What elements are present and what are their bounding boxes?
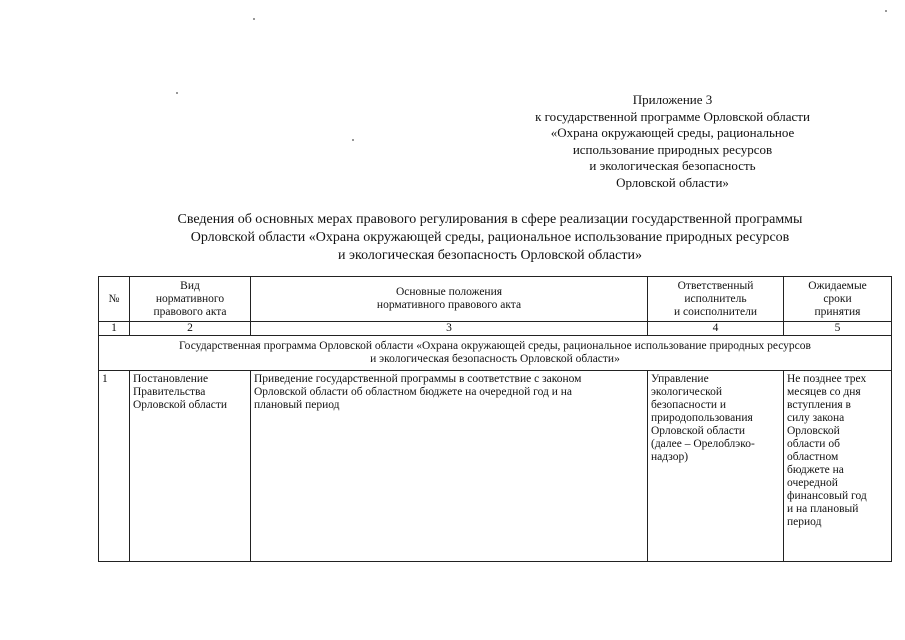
- appendix-line: Приложение 3: [632, 92, 713, 107]
- measures-table: [98, 276, 892, 562]
- row-num: 1: [99, 371, 130, 562]
- header-line: исполнитель: [684, 292, 747, 305]
- appendix-line: Орловской области»: [616, 174, 729, 190]
- header-line: Основные положения: [395, 286, 503, 298]
- appendix-line: «Охрана окружающей среды, рациональное: [550, 125, 795, 140]
- row-provisions: [251, 371, 648, 562]
- row-deadline: [784, 371, 892, 562]
- cell-line: надзор): [651, 451, 689, 463]
- scan-speck: [176, 92, 178, 94]
- cell-line: период: [787, 516, 822, 528]
- header-line: принятия: [814, 305, 861, 318]
- row-executor: [648, 371, 784, 562]
- cell-line: Орловской: [787, 425, 840, 437]
- cell-line: плановый период: [254, 399, 340, 411]
- cell-line: областном: [787, 451, 839, 463]
- appendix-line: и экологическая безопасность: [589, 158, 756, 173]
- cell-line: безопасности и: [651, 399, 727, 411]
- document-title: [110, 211, 870, 265]
- table-header-row: [99, 277, 892, 322]
- header-provisions: [251, 277, 648, 322]
- cell-line: силу закона: [787, 412, 845, 424]
- section-line: Государственная программа Орловской области «Охрана окружающей среды, рациональное использование природных ресурсов: [179, 340, 811, 352]
- column-number: 1: [99, 322, 130, 336]
- column-number: 4: [648, 322, 784, 336]
- column-number: 2: [130, 322, 251, 336]
- section-title: [99, 336, 892, 371]
- cell-line: финансовый год: [787, 490, 867, 502]
- section-line: и экологическая безопасность Орловской области»: [370, 353, 620, 365]
- section-row: [99, 336, 892, 371]
- row-act-type: [130, 371, 251, 562]
- appendix-heading: [500, 92, 845, 191]
- scan-speck: [885, 10, 887, 12]
- column-number: 3: [251, 322, 648, 336]
- title-line: и экологическая безопасность Орловской области»: [338, 248, 642, 263]
- cell-line: Орловской области об областном бюджете на очередной год и на: [254, 386, 572, 398]
- cell-line: (далее – Орелоблэко-: [651, 438, 755, 450]
- header-deadline: [784, 277, 892, 322]
- header-line: нормативного правового акта: [376, 299, 522, 311]
- title-line: Сведения об основных мерах правового регулирования в сфере реализации государственной программы: [177, 212, 803, 227]
- header-num: №: [99, 277, 130, 322]
- cell-line: области об: [787, 438, 840, 450]
- table-row: [99, 371, 892, 562]
- cell-line: Орловской области: [651, 425, 746, 437]
- cell-line: Управление: [651, 373, 709, 385]
- cell-line: очередной: [787, 477, 838, 489]
- cell-line: месяцев со дня: [787, 386, 861, 398]
- cell-line: природопользования: [651, 412, 753, 424]
- column-number-row: [99, 322, 892, 336]
- cell-line: вступления в: [787, 399, 851, 411]
- header-executor: [648, 277, 784, 322]
- header-line: Ожидаемые: [808, 279, 867, 292]
- scan-speck: [253, 18, 255, 20]
- cell-line: и на плановый: [787, 503, 859, 515]
- cell-line: Не позднее трех: [787, 373, 867, 385]
- cell-line: бюджете на: [787, 464, 844, 476]
- title-line: Орловской области «Охрана окружающей среды, рациональное использование природных ресурсов: [190, 230, 790, 245]
- appendix-line: использование природных ресурсов: [572, 141, 773, 157]
- cell-line: Орловской области: [133, 399, 228, 411]
- header-line: Вид: [180, 279, 200, 292]
- appendix-line: к государственной программе Орловской области: [535, 108, 810, 124]
- header-line: правового акта: [153, 305, 227, 318]
- scan-speck: [352, 139, 354, 141]
- header-act-type: [130, 277, 251, 322]
- cell-line: Правительства: [133, 386, 206, 398]
- cell-line: Приведение государственной программы в соответствие с законом: [254, 373, 582, 385]
- header-line: сроки: [823, 292, 852, 305]
- header-line: и соисполнители: [674, 305, 757, 318]
- header-line: Ответственный: [677, 279, 754, 292]
- cell-line: экологической: [651, 386, 723, 398]
- column-number: 5: [784, 322, 892, 336]
- header-line: нормативного: [155, 292, 225, 305]
- cell-line: Постановление: [133, 373, 209, 385]
